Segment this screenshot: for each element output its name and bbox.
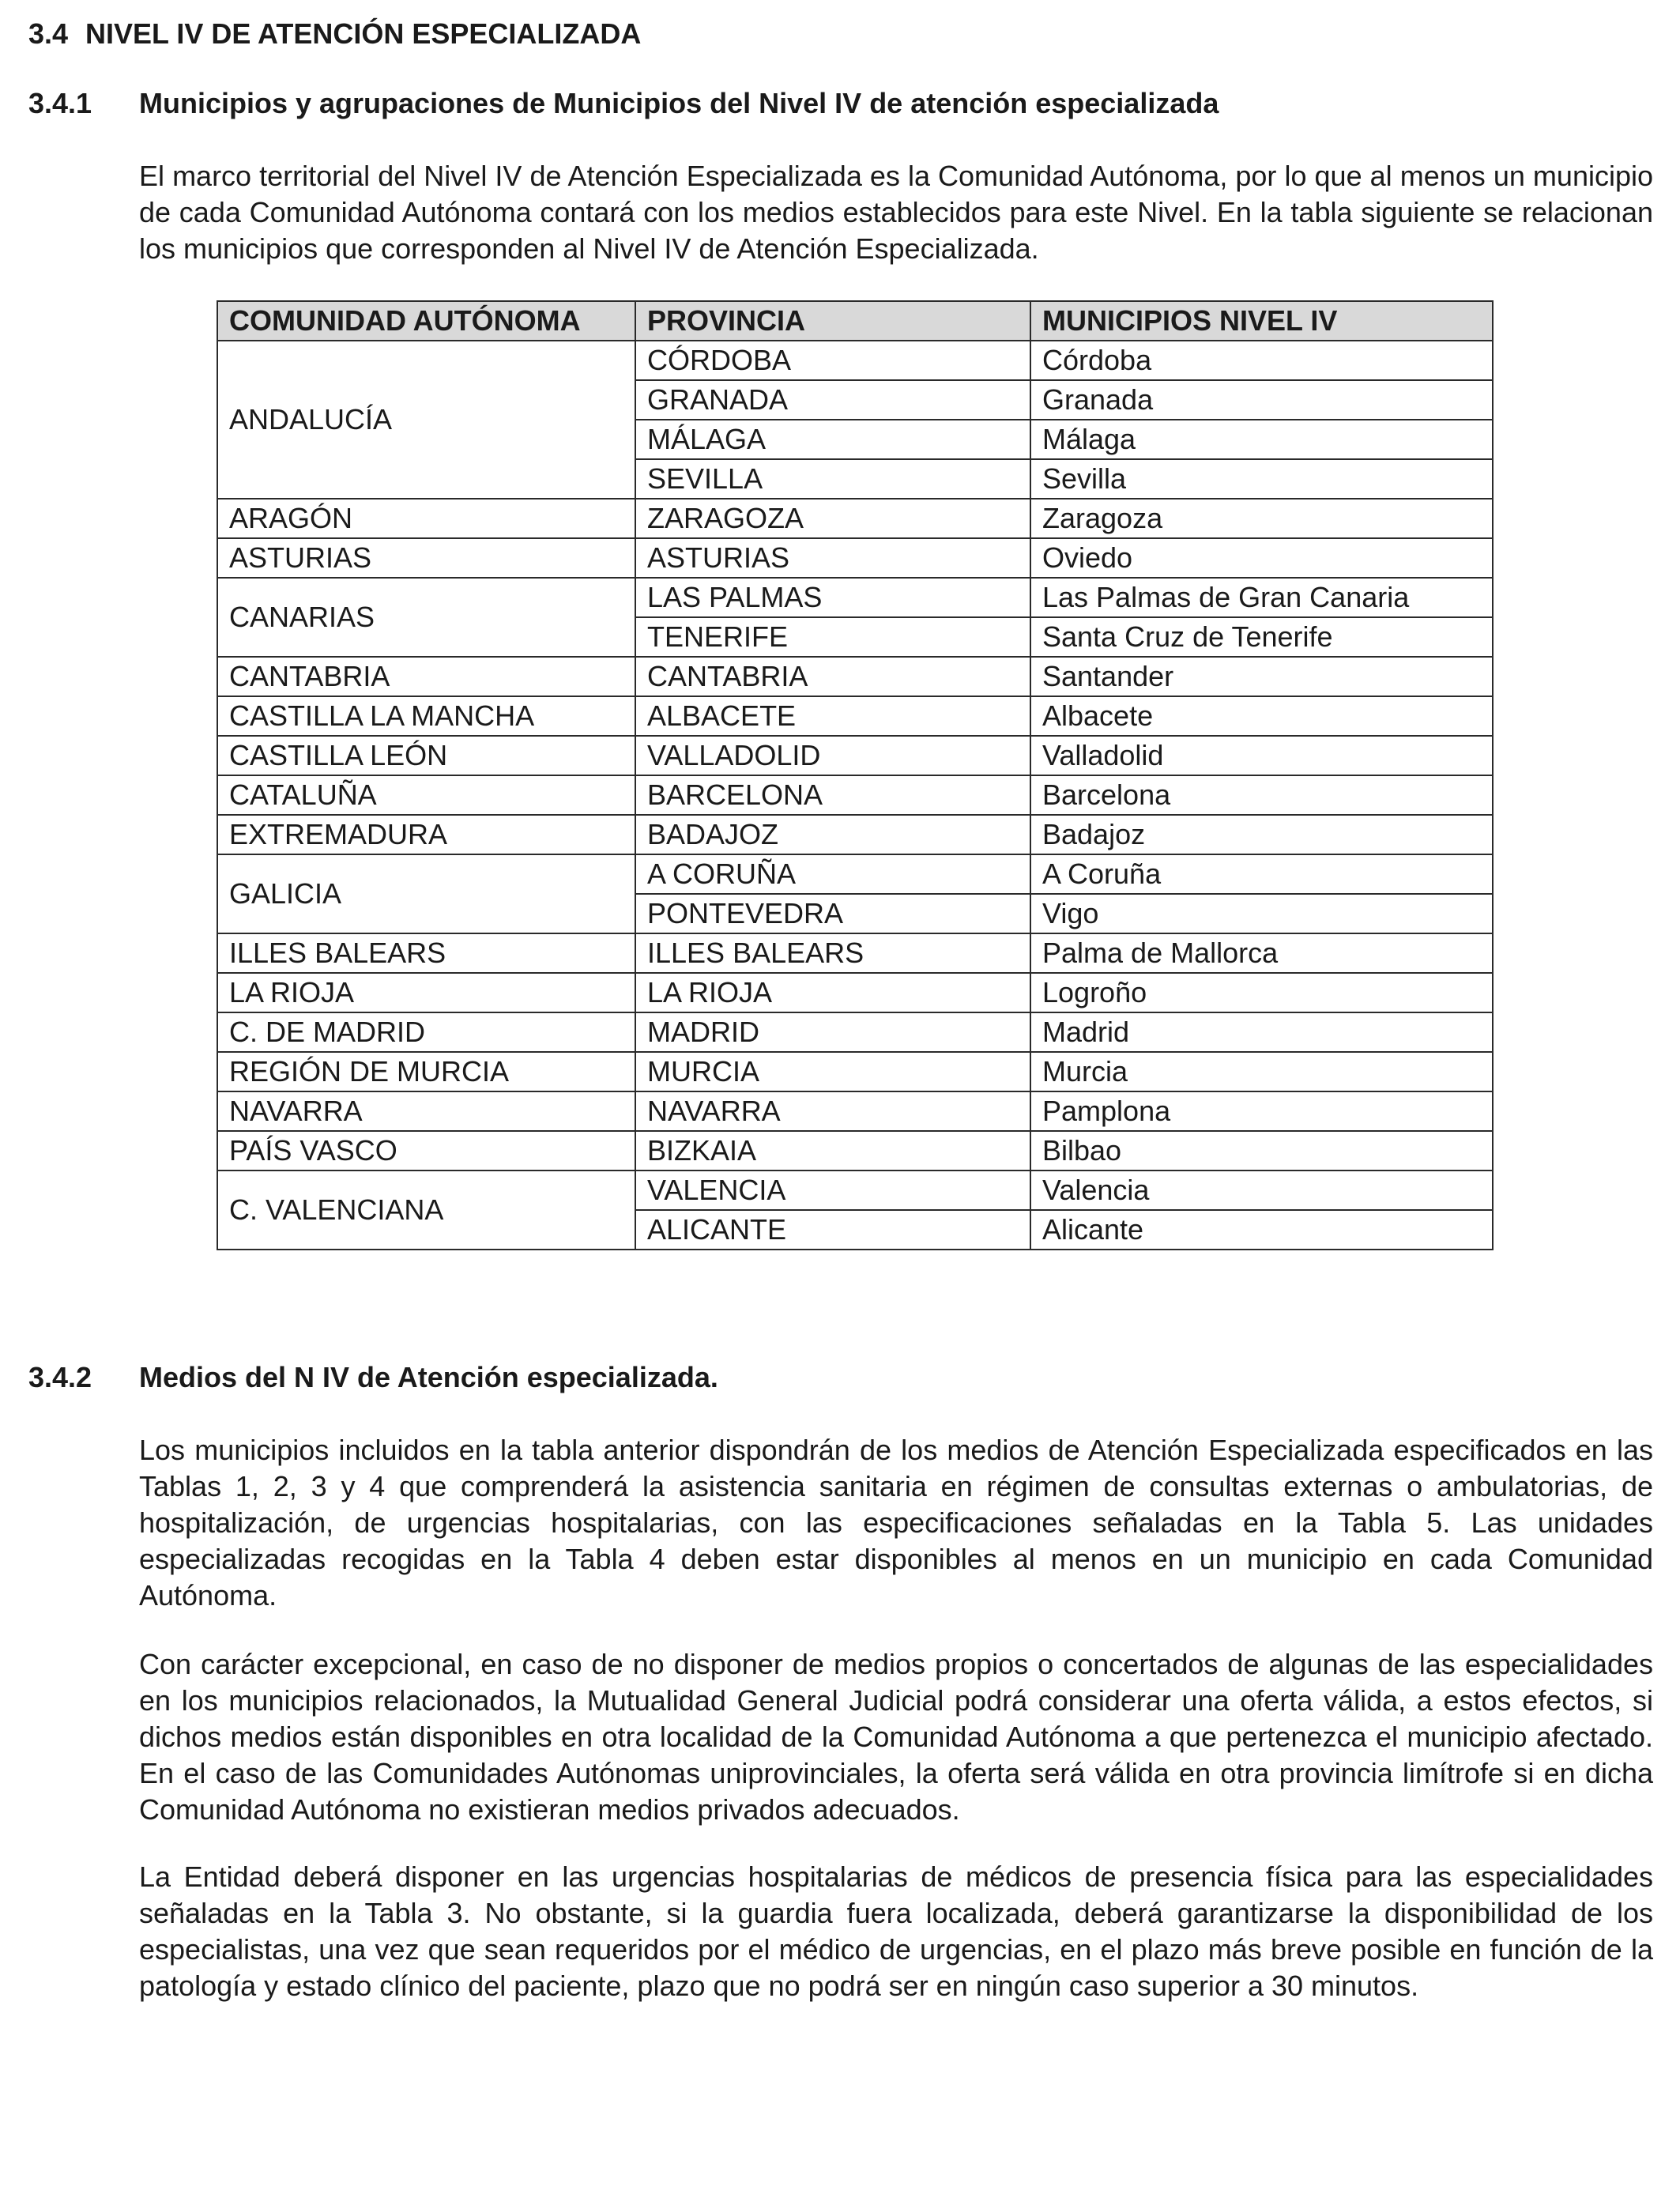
header-municipality: MUNICIPIOS NIVEL IV	[1030, 301, 1493, 341]
community-cell: LA RIOJA	[217, 973, 635, 1012]
municipality-cell: Oviedo	[1030, 538, 1493, 578]
community-cell: NAVARRA	[217, 1091, 635, 1131]
table-row	[217, 499, 1493, 538]
municipality-cell: Málaga	[1030, 420, 1493, 459]
province-cell: LAS PALMAS	[635, 578, 1030, 617]
municipality-cell: Vigo	[1030, 894, 1493, 933]
table-row	[217, 1171, 1493, 1210]
municipality-cell: Valencia	[1030, 1171, 1493, 1210]
municipalities-table	[217, 300, 1494, 1250]
municipality-cell: A Coruña	[1030, 854, 1493, 894]
municipality-cell: Sevilla	[1030, 459, 1493, 499]
province-cell: VALLADOLID	[635, 736, 1030, 775]
subsection-number-1: 3.4.1	[28, 87, 92, 119]
municipality-cell: Murcia	[1030, 1052, 1493, 1091]
subsection-heading-1	[28, 87, 1219, 120]
community-cell: REGIÓN DE MURCIA	[217, 1052, 635, 1091]
province-cell: LA RIOJA	[635, 973, 1030, 1012]
province-cell: MURCIA	[635, 1052, 1030, 1091]
table-row	[217, 1052, 1493, 1091]
municipality-cell: Córdoba	[1030, 341, 1493, 380]
section-heading	[28, 17, 641, 51]
community-cell: PAÍS VASCO	[217, 1131, 635, 1171]
province-cell: MÁLAGA	[635, 420, 1030, 459]
table-row	[217, 578, 1493, 617]
province-cell: SEVILLA	[635, 459, 1030, 499]
table-row	[217, 933, 1493, 973]
exception-paragraph: Con carácter excepcional, en caso de no disponer de medios propios o concertados de algunas de las especialidades en los municipios relacionados, la Mutualidad General Judicial podrá considerar una oferta válida, a estos efectos, si dichos medios están disponibles en otra localidad de la Comunidad Autónoma a que pertenezca el municipio afectado. En el caso de las Comunidades Autónomas uniprovinciales, la oferta será válida en otra provincia limítrofe si en dicha Comunidad Autónoma no existieran medios privados adecuados.	[139, 1648, 1653, 1826]
community-cell: CASTILLA LEÓN	[217, 736, 635, 775]
table-row	[217, 696, 1493, 736]
province-cell: MADRID	[635, 1012, 1030, 1052]
community-cell: CANTABRIA	[217, 657, 635, 696]
table-row	[217, 854, 1493, 894]
municipality-cell: Granada	[1030, 380, 1493, 420]
community-cell: CATALUÑA	[217, 775, 635, 815]
province-cell: VALENCIA	[635, 1171, 1030, 1210]
province-cell: BIZKAIA	[635, 1131, 1030, 1171]
province-cell: ZARAGOZA	[635, 499, 1030, 538]
table-body	[217, 341, 1493, 1250]
means-paragraph: Los municipios incluidos en la tabla anterior dispondrán de los medios de Atención Especializada especificados en las Tablas 1, 2, 3 y 4 que comprenderá la asistencia sanitaria en régimen de consultas externas o ambulatorias, de hospitalización, de urgencias hospitalarias, con las especificaciones señaladas en la Tabla 5. Las unidades especializadas recogidas en la Tabla 4 deben estar disponibles al menos en un municipio en cada Comunidad Autónoma.	[139, 1434, 1653, 1612]
municipality-cell: Pamplona	[1030, 1091, 1493, 1131]
table-row	[217, 973, 1493, 1012]
province-cell: TENERIFE	[635, 617, 1030, 657]
community-cell: GALICIA	[217, 854, 635, 933]
municipality-cell: Valladolid	[1030, 736, 1493, 775]
intro-paragraph: El marco territorial del Nivel IV de Atención Especializada es la Comunidad Autónoma, por lo que al menos un municipio de cada Comunidad Autónoma contará con los medios establecidos para este Nivel. En la tabla siguiente se relacionan los municipios que corresponden al Nivel IV de Atención Especializada.	[139, 160, 1653, 265]
province-cell: GRANADA	[635, 380, 1030, 420]
province-cell: PONTEVEDRA	[635, 894, 1030, 933]
table-row	[217, 538, 1493, 578]
subsection-title-1: Municipios y agrupaciones de Municipios del Nivel IV de atención especializada	[139, 87, 1219, 119]
community-cell: ANDALUCÍA	[217, 341, 635, 499]
subsection-title-2: Medios del N IV de Atención especializada.	[139, 1361, 718, 1393]
municipality-cell: Logroño	[1030, 973, 1493, 1012]
table-row	[217, 1091, 1493, 1131]
municipality-cell: Madrid	[1030, 1012, 1493, 1052]
province-cell: NAVARRA	[635, 1091, 1030, 1131]
province-cell: ASTURIAS	[635, 538, 1030, 578]
province-cell: BADAJOZ	[635, 815, 1030, 854]
province-cell: BARCELONA	[635, 775, 1030, 815]
community-cell: CASTILLA LA MANCHA	[217, 696, 635, 736]
community-cell: CANARIAS	[217, 578, 635, 657]
municipality-cell: Alicante	[1030, 1210, 1493, 1250]
table-row	[217, 815, 1493, 854]
province-cell: ALICANTE	[635, 1210, 1030, 1250]
province-cell: ILLES BALEARS	[635, 933, 1030, 973]
municipality-cell: Badajoz	[1030, 815, 1493, 854]
subsection-number-2: 3.4.2	[28, 1361, 92, 1393]
municipality-cell: Zaragoza	[1030, 499, 1493, 538]
community-cell: ILLES BALEARS	[217, 933, 635, 973]
section-number: 3.4	[28, 17, 69, 50]
table-row	[217, 736, 1493, 775]
table-row	[217, 1131, 1493, 1171]
table-header-row	[217, 301, 1493, 341]
table-row	[217, 341, 1493, 380]
community-cell: C. VALENCIANA	[217, 1171, 635, 1250]
community-cell: ARAGÓN	[217, 499, 635, 538]
community-cell: ASTURIAS	[217, 538, 635, 578]
province-cell: A CORUÑA	[635, 854, 1030, 894]
municipality-cell: Palma de Mallorca	[1030, 933, 1493, 973]
subsection-heading-2	[28, 1361, 718, 1394]
header-community: COMUNIDAD AUTÓNOMA	[217, 301, 635, 341]
municipality-cell: Bilbao	[1030, 1131, 1493, 1171]
municipality-cell: Santander	[1030, 657, 1493, 696]
province-cell: CANTABRIA	[635, 657, 1030, 696]
section-title: NIVEL IV DE ATENCIÓN ESPECIALIZADA	[85, 17, 642, 50]
table-row	[217, 1012, 1493, 1052]
province-cell: CÓRDOBA	[635, 341, 1030, 380]
community-cell: C. DE MADRID	[217, 1012, 635, 1052]
province-cell: ALBACETE	[635, 696, 1030, 736]
municipality-cell: Santa Cruz de Tenerife	[1030, 617, 1493, 657]
municipality-cell: Albacete	[1030, 696, 1493, 736]
municipality-cell: Las Palmas de Gran Canaria	[1030, 578, 1493, 617]
municipality-cell: Barcelona	[1030, 775, 1493, 815]
table-row	[217, 775, 1493, 815]
emergency-paragraph: La Entidad deberá disponer en las urgencias hospitalarias de médicos de presencia física para las especialidades señaladas en la Tabla 3. No obstante, si la guardia fuera localizada, deberá garantizarse la disponibilidad de los especialistas, una vez que sean requeridos por el médico de urgencias, en el plazo más breve posible en función de la patología y estado clínico del paciente, plazo que no podrá ser en ningún caso superior a 30 minutos.	[139, 1860, 1653, 2002]
header-province: PROVINCIA	[635, 301, 1030, 341]
table-row	[217, 657, 1493, 696]
community-cell: EXTREMADURA	[217, 815, 635, 854]
